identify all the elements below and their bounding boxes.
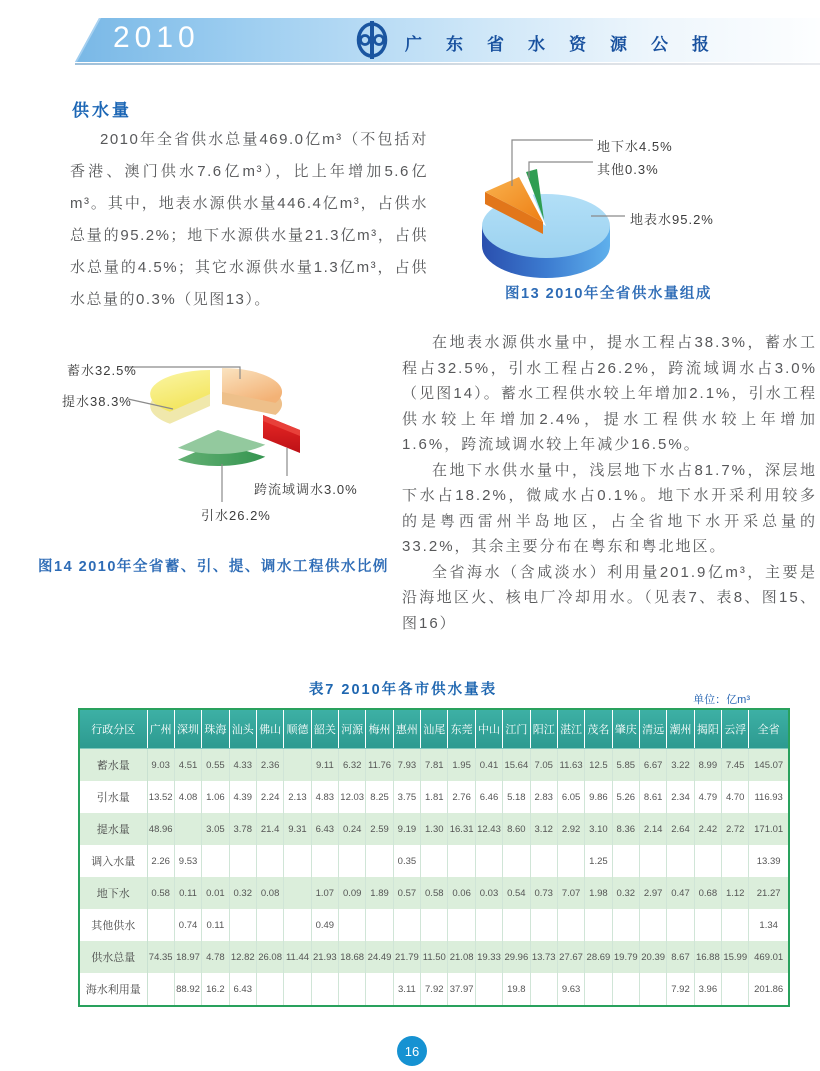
table-cell: 0.68 — [694, 877, 721, 909]
table-cell — [475, 845, 502, 877]
table-cell: 4.39 — [229, 781, 256, 813]
page-number-badge: 16 — [397, 1036, 427, 1066]
table-cell: 21.93 — [311, 941, 338, 973]
table-cell: 0.47 — [667, 877, 694, 909]
table-cell: 0.09 — [339, 877, 366, 909]
table-cell — [557, 909, 584, 941]
table-cell: 9.53 — [174, 845, 201, 877]
table-cell: 0.06 — [448, 877, 475, 909]
table-cell: 11.76 — [366, 749, 393, 782]
table-cell: 1.06 — [202, 781, 229, 813]
table-cell: 19.79 — [612, 941, 639, 973]
supply-paragraph-1: 2010年全省供水总量469.0亿m³（不包括对香港、澳门供水7.6亿m³），比上年增加5.6亿m³。其中，地表水源供水量446.4亿m³，占供水总量的95.2%；地下水源供水量21.3亿m³，占供水总量的4.5%；其它水源供水量1.3亿m³，占供水总量的0.3%（见图13）。 — [70, 131, 428, 308]
table-cell: 8.25 — [366, 781, 393, 813]
table-cell — [229, 845, 256, 877]
cross-basin-transfer-slice — [263, 415, 300, 453]
table-cell: 0.55 — [202, 749, 229, 782]
column-header: 惠州 — [393, 709, 420, 749]
table-header-row — [79, 709, 789, 749]
table-cell: 4.83 — [311, 781, 338, 813]
table-cell — [475, 973, 502, 1006]
column-header: 河源 — [339, 709, 366, 749]
table-cell: 28.69 — [585, 941, 612, 973]
table-cell — [639, 973, 666, 1006]
table-cell — [475, 909, 502, 941]
table-cell: 16.31 — [448, 813, 475, 845]
header-banner-content — [75, 18, 820, 62]
table-cell: 116.93 — [749, 781, 789, 813]
table-cell: 8.67 — [667, 941, 694, 973]
table-row — [79, 909, 789, 941]
table-cell: 12.5 — [585, 749, 612, 782]
table-cell: 8.99 — [694, 749, 721, 782]
table7-unit-label: 单位：亿m³ — [693, 694, 750, 706]
table-cell: 2.97 — [639, 877, 666, 909]
table-cell — [311, 973, 338, 1006]
fig14-caption: 图14 2010年全省蓄、引、提、调水工程供水比例 — [38, 559, 389, 575]
table-cell: 29.96 — [503, 941, 530, 973]
table-cell: 3.22 — [667, 749, 694, 782]
table-cell: 7.93 — [393, 749, 420, 782]
column-header: 潮州 — [667, 709, 694, 749]
row-label: 海水利用量 — [79, 973, 147, 1006]
column-header: 茂名 — [585, 709, 612, 749]
table-cell — [366, 973, 393, 1006]
table-cell — [339, 973, 366, 1006]
fig13-label-other: 其他0.3% — [597, 162, 659, 177]
table-cell: 0.32 — [229, 877, 256, 909]
table-cell: 2.64 — [667, 813, 694, 845]
column-header: 阳江 — [530, 709, 557, 749]
column-header: 顺德 — [284, 709, 311, 749]
table-cell: 1.12 — [722, 877, 749, 909]
table-cell: 2.34 — [667, 781, 694, 813]
table-cell: 0.57 — [393, 877, 420, 909]
table-cell: 37.97 — [448, 973, 475, 1006]
table-cell: 2.83 — [530, 781, 557, 813]
table-row — [79, 813, 789, 845]
table-row — [79, 941, 789, 973]
table-cell: 26.08 — [256, 941, 283, 973]
table-cell: 0.54 — [503, 877, 530, 909]
table-cell — [448, 845, 475, 877]
table-cell: 0.73 — [530, 877, 557, 909]
table-cell — [448, 909, 475, 941]
table-cell: 1.98 — [585, 877, 612, 909]
report-title: 广东省水资源公报 — [405, 35, 733, 54]
table-cell: 201.86 — [749, 973, 789, 1006]
fig14-label-storage: 蓄水32.5% — [67, 363, 137, 378]
fig13-caption: 图13 2010年全省供水量组成 — [505, 286, 712, 302]
table-cell: 6.32 — [339, 749, 366, 782]
table-cell: 74.35 — [147, 941, 174, 973]
table-cell: 4.33 — [229, 749, 256, 782]
table-cell — [667, 845, 694, 877]
row-label: 其他供水 — [79, 909, 147, 941]
table-cell: 1.07 — [311, 877, 338, 909]
table-cell: 20.39 — [639, 941, 666, 973]
table-cell — [256, 973, 283, 1006]
table-cell — [530, 909, 557, 941]
row-label: 提水量 — [79, 813, 147, 845]
table-cell: 6.43 — [311, 813, 338, 845]
table-cell — [174, 813, 201, 845]
table-cell: 18.68 — [339, 941, 366, 973]
table-cell: 12.03 — [339, 781, 366, 813]
table-cell: 7.81 — [421, 749, 448, 782]
table-cell — [284, 877, 311, 909]
table-cell: 3.96 — [694, 973, 721, 1006]
table-cell: 0.01 — [202, 877, 229, 909]
table-cell: 4.08 — [174, 781, 201, 813]
column-header: 肇庆 — [612, 709, 639, 749]
table-cell — [667, 909, 694, 941]
table-cell: 0.03 — [475, 877, 502, 909]
table-cell — [503, 845, 530, 877]
table-cell: 1.95 — [448, 749, 475, 782]
table-cell: 12.82 — [229, 941, 256, 973]
column-header: 珠海 — [202, 709, 229, 749]
column-header: 揭阳 — [694, 709, 721, 749]
table-cell: 9.63 — [557, 973, 584, 1006]
table-cell: 0.58 — [421, 877, 448, 909]
table-cell: 2.76 — [448, 781, 475, 813]
table-cell — [585, 909, 612, 941]
table-cell — [256, 845, 283, 877]
table-cell: 6.67 — [639, 749, 666, 782]
corner-header: 行政分区 — [79, 709, 147, 749]
table-cell — [612, 909, 639, 941]
table-cell — [694, 845, 721, 877]
table-cell: 19.8 — [503, 973, 530, 1006]
table-cell: 11.63 — [557, 749, 584, 782]
table-cell: 1.34 — [749, 909, 789, 941]
storage-slice — [222, 368, 282, 415]
table-cell — [503, 909, 530, 941]
table-cell: 4.79 — [694, 781, 721, 813]
table-row — [79, 845, 789, 877]
table-cell: 88.92 — [174, 973, 201, 1006]
table-cell: 0.08 — [256, 877, 283, 909]
table-cell — [421, 909, 448, 941]
table-cell: 8.61 — [639, 781, 666, 813]
table-cell: 4.51 — [174, 749, 201, 782]
table-cell: 8.60 — [503, 813, 530, 845]
water-emblem-icon — [353, 20, 391, 65]
table-row — [79, 781, 789, 813]
table-cell: 7.92 — [667, 973, 694, 1006]
table-cell — [339, 909, 366, 941]
table-cell: 5.26 — [612, 781, 639, 813]
table-cell: 11.50 — [421, 941, 448, 973]
table-cell: 2.26 — [147, 845, 174, 877]
right-column — [402, 330, 817, 636]
table-cell: 2.36 — [256, 749, 283, 782]
table-cell: 2.24 — [256, 781, 283, 813]
table-cell: 7.92 — [421, 973, 448, 1006]
table-cell — [722, 973, 749, 1006]
table-cell: 145.07 — [749, 749, 789, 782]
table-cell: 21.4 — [256, 813, 283, 845]
column-header: 全省 — [749, 709, 789, 749]
table-cell: 0.74 — [174, 909, 201, 941]
table-cell: 8.36 — [612, 813, 639, 845]
table-cell: 171.01 — [749, 813, 789, 845]
column-header: 汕头 — [229, 709, 256, 749]
table-cell: 27.67 — [557, 941, 584, 973]
table-cell: 13.52 — [147, 781, 174, 813]
table-cell: 11.44 — [284, 941, 311, 973]
table-cell — [147, 909, 174, 941]
table-cell: 1.89 — [366, 877, 393, 909]
table-cell: 7.45 — [722, 749, 749, 782]
column-header: 深圳 — [174, 709, 201, 749]
table-cell: 3.12 — [530, 813, 557, 845]
column-header: 湛江 — [557, 709, 584, 749]
column-header: 韶关 — [311, 709, 338, 749]
table-cell — [722, 845, 749, 877]
table-cell: 469.01 — [749, 941, 789, 973]
row-label: 引水量 — [79, 781, 147, 813]
table-row — [79, 749, 789, 782]
table-cell: 1.30 — [421, 813, 448, 845]
table-cell — [694, 909, 721, 941]
row-label: 地下水 — [79, 877, 147, 909]
column-header: 中山 — [475, 709, 502, 749]
table-cell: 0.49 — [311, 909, 338, 941]
column-header: 江门 — [503, 709, 530, 749]
table-row — [79, 877, 789, 909]
table-cell: 0.58 — [147, 877, 174, 909]
table-cell: 9.31 — [284, 813, 311, 845]
table-cell — [284, 973, 311, 1006]
column-header: 清远 — [639, 709, 666, 749]
table-cell: 48.96 — [147, 813, 174, 845]
table-cell: 1.25 — [585, 845, 612, 877]
table-cell — [557, 845, 584, 877]
column-header: 梅州 — [366, 709, 393, 749]
table-cell: 21.08 — [448, 941, 475, 973]
table-cell — [147, 973, 174, 1006]
table-cell — [585, 973, 612, 1006]
column-header: 佛山 — [256, 709, 283, 749]
table-cell — [284, 845, 311, 877]
table-cell: 3.78 — [229, 813, 256, 845]
fig13-label-groundwater: 地下水4.5% — [597, 139, 673, 154]
table-cell: 5.18 — [503, 781, 530, 813]
table-cell: 2.72 — [722, 813, 749, 845]
table-cell — [202, 845, 229, 877]
table-cell: 4.78 — [202, 941, 229, 973]
table-cell: 2.42 — [694, 813, 721, 845]
diversion-slice — [178, 430, 265, 466]
table-cell: 7.07 — [557, 877, 584, 909]
table-cell: 21.79 — [393, 941, 420, 973]
table-cell: 16.2 — [202, 973, 229, 1006]
table-cell — [530, 973, 557, 1006]
table-cell: 19.33 — [475, 941, 502, 973]
supply-paragraph-4: 全省海水（含咸淡水）利用量201.9亿m³，主要是沿海地区火、核电厂冷却用水。（见表7、表8、图15、图16） — [402, 563, 817, 632]
table-cell: 3.10 — [585, 813, 612, 845]
pumping-slice — [150, 370, 210, 424]
table-cell: 18.97 — [174, 941, 201, 973]
table-cell: 21.27 — [749, 877, 789, 909]
table-cell — [530, 845, 557, 877]
table-cell — [339, 845, 366, 877]
table-cell — [311, 845, 338, 877]
table-cell: 0.11 — [202, 909, 229, 941]
table-cell: 9.86 — [585, 781, 612, 813]
table-cell — [421, 845, 448, 877]
table-cell — [284, 909, 311, 941]
supply-paragraph-3: 在地下水供水量中，浅层地下水占81.7%，深层地下水占18.2%，微咸水占0.1%。地下水开采利用较多的是粤西雷州半岛地区，占全省地下水开采总量的33.2%，其余主要分布在粤东和粤北地区。 — [402, 461, 817, 555]
table-cell: 5.85 — [612, 749, 639, 782]
table-cell: 2.14 — [639, 813, 666, 845]
table-cell: 6.43 — [229, 973, 256, 1006]
column-header: 东莞 — [448, 709, 475, 749]
table-cell: 3.11 — [393, 973, 420, 1006]
table-cell — [639, 845, 666, 877]
water-supply-table — [78, 708, 790, 1007]
table-cell: 15.99 — [722, 941, 749, 973]
table-cell: 2.59 — [366, 813, 393, 845]
table-cell — [366, 909, 393, 941]
supply-paragraph-2: 在地表水源供水量中，提水工程占38.3%，蓄水工程占32.5%，引水工程占26.2%，跨流域调水占3.0%（见图14）。蓄水工程供水较上年增加2.1%，引水工程供水较上年增加2.4%，提水工程供水较上年增加1.6%，跨流域调水较上年减少16.5%。 — [402, 334, 817, 453]
table-cell: 6.05 — [557, 781, 584, 813]
table-cell: 15.64 — [503, 749, 530, 782]
table-cell — [612, 845, 639, 877]
column-header: 广州 — [147, 709, 174, 749]
table-cell — [256, 909, 283, 941]
row-label: 蓄水量 — [79, 749, 147, 782]
table-cell: 16.88 — [694, 941, 721, 973]
table-cell — [366, 845, 393, 877]
table-cell — [393, 909, 420, 941]
table-cell: 1.81 — [421, 781, 448, 813]
table-cell: 2.92 — [557, 813, 584, 845]
table-cell: 13.39 — [749, 845, 789, 877]
table-cell: 0.24 — [339, 813, 366, 845]
year-label: 2010 — [113, 21, 200, 54]
table-cell: 12.43 — [475, 813, 502, 845]
table-cell: 2.13 — [284, 781, 311, 813]
table-cell: 0.41 — [475, 749, 502, 782]
table-cell: 13.73 — [530, 941, 557, 973]
table-cell: 9.19 — [393, 813, 420, 845]
column-header: 汕尾 — [421, 709, 448, 749]
table-cell: 9.03 — [147, 749, 174, 782]
fig13-label-surface: 地表水95.2% — [630, 212, 714, 227]
table-cell: 3.05 — [202, 813, 229, 845]
table-cell: 7.05 — [530, 749, 557, 782]
table-cell: 0.11 — [174, 877, 201, 909]
fig14-label-diversion: 引水26.2% — [201, 508, 271, 523]
table-cell — [229, 909, 256, 941]
table-row — [79, 973, 789, 1006]
fig14-label-transfer: 跨流域调水3.0% — [254, 482, 358, 497]
table-cell: 3.75 — [393, 781, 420, 813]
table-cell: 6.46 — [475, 781, 502, 813]
table-cell: 0.32 — [612, 877, 639, 909]
column-header: 云浮 — [722, 709, 749, 749]
banner-underline — [75, 63, 820, 65]
table-cell: 24.49 — [366, 941, 393, 973]
table-cell — [639, 909, 666, 941]
table-cell: 9.11 — [311, 749, 338, 782]
table-cell — [722, 909, 749, 941]
table-cell — [284, 749, 311, 782]
fig14-label-pumping: 提水38.3% — [62, 394, 132, 409]
table-cell: 4.70 — [722, 781, 749, 813]
row-label: 调入水量 — [79, 845, 147, 877]
table-cell — [612, 973, 639, 1006]
table7-title: 表7 2010年各市供水量表 — [308, 682, 498, 698]
table-cell: 0.35 — [393, 845, 420, 877]
row-label: 供水总量 — [79, 941, 147, 973]
section-heading: 供水量 — [72, 101, 132, 120]
